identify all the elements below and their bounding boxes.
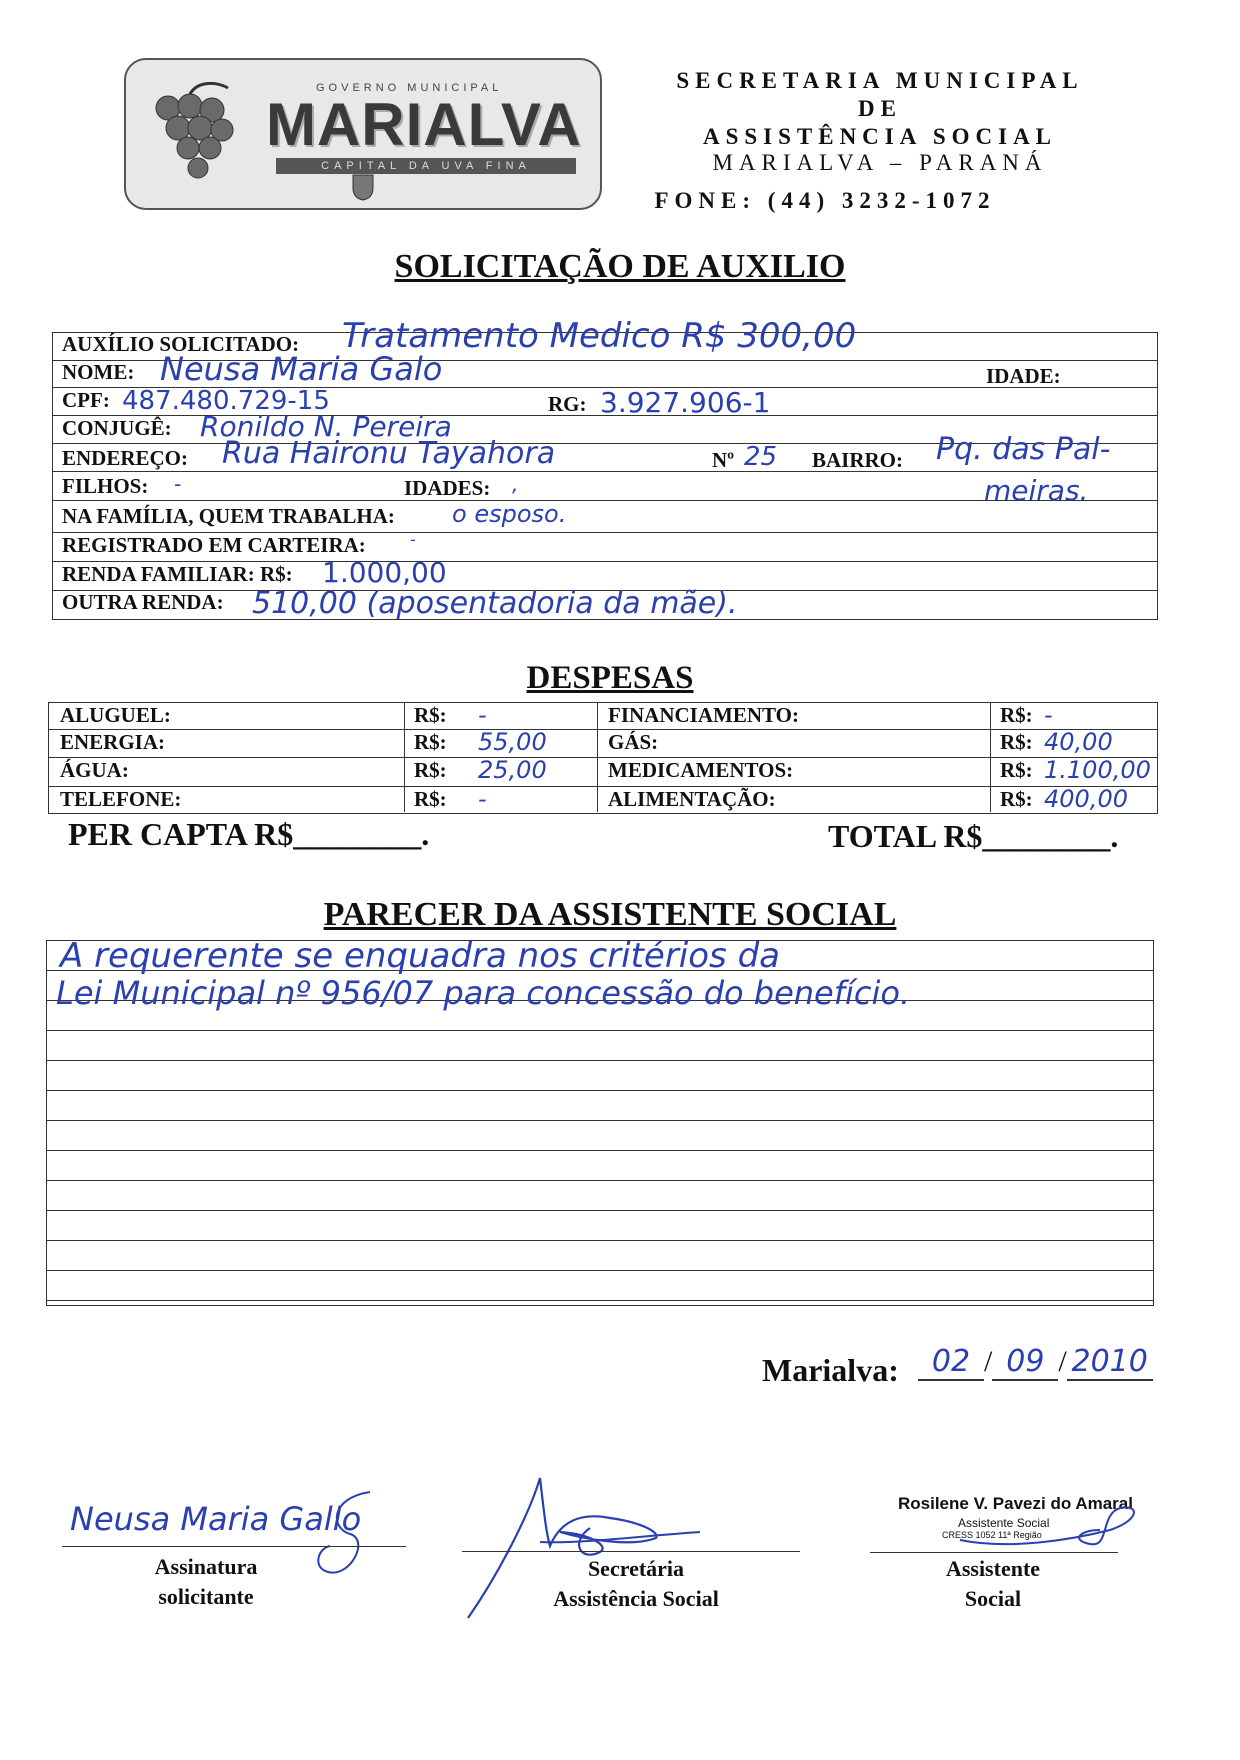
stamp-role: Assistente Social [958,1516,1050,1530]
despesa-value: - [478,785,487,813]
numero-value: 25 [744,442,778,472]
ruled-line [46,1240,1154,1241]
renda-label: RENDA FAMILIAR: R$: [62,562,293,586]
renda-value: 1.000,00 [322,556,447,589]
despesa-label: TELEFONE: [60,787,182,811]
date-month: 09 [992,1344,1058,1381]
despesa-rs-label: R$: [414,758,447,782]
despesa-rs-label: R$: [1000,758,1033,782]
despesa-rs-label: R$: [414,703,447,727]
assistente-caption: Assistente Social [945,1556,1041,1611]
ruled-line [46,1210,1154,1211]
idade-label: IDADE: [986,364,1061,388]
stamp-name: Rosilene V. Pavezi do Amaral [898,1494,1133,1513]
filhos-label: FILHOS: [62,474,149,498]
ruled-line [46,1060,1154,1061]
idades-value: , [512,472,519,496]
despesa-value: 55,00 [478,728,547,756]
rg-label: RG: [548,392,587,416]
despesa-label: ALIMENTAÇÃO: [608,787,776,811]
despesa-label: ÁGUA: [60,758,129,782]
despesa-label: MEDICAMENTOS: [608,758,794,782]
page-title: SOLICITAÇÃO DE AUXILIO [394,248,846,285]
cpf-label: CPF: [62,388,110,412]
despesa-label: ENERGIA: [60,730,166,754]
idades-label: IDADES: [404,476,491,500]
logo-sub-text: CAPITAL DA UVA FINA [276,158,576,174]
despesa-value: - [1044,701,1053,729]
auxilio-value: Tratamento Medico R$ 300,00 [342,316,857,356]
despesa-rs-label: R$: [1000,730,1033,754]
ruled-line [46,1090,1154,1091]
logo-top-text: GOVERNO MUNICIPAL [316,82,503,94]
bairro-label: BAIRRO: [812,448,904,472]
date-label: Marialva: [762,1352,899,1388]
despesas-table [48,702,1158,814]
date-year: 2010 [1067,1344,1153,1381]
ruled-line [46,1270,1154,1271]
secretaria-caption: Secretária Assistência Social [553,1556,719,1611]
bairro-value-1: Pq. das Pal- [936,432,1111,467]
despesa-rs-label: R$: [1000,703,1033,727]
total: TOTAL R$________. [828,818,1119,854]
quem-trabalha-label: NA FAMÍLIA, QUEM TRABALHA: [62,504,395,528]
despesa-rs-label: R$: [1000,787,1033,811]
parecer-title: PARECER DA ASSISTENTE SOCIAL [323,896,897,933]
ruled-line [46,1180,1154,1181]
org-line-1: SECRETARIA MUNICIPAL [676,68,1084,93]
logo [124,58,602,210]
despesa-value: 1.100,00 [1044,756,1151,784]
despesa-value: 400,00 [1044,785,1128,813]
stamp-cress: CRESS 1052 11ª Região [942,1530,1042,1540]
filhos-value: - [174,472,182,496]
quem-trabalha-value: o esposo. [452,500,567,528]
despesa-value: 25,00 [478,756,547,784]
endereco-value: Rua Haironu Tayahora [222,436,556,471]
bairro-value-2: meiras. [984,474,1089,507]
org-line-2: DE [858,96,902,121]
despesa-rs-label: R$: [414,730,447,754]
rg-value: 3.927.906-1 [600,386,771,419]
endereco-label: ENDEREÇO: [62,446,189,470]
ruled-line [46,1150,1154,1151]
date-field: 02 / 09 / 2010 [918,1344,1153,1381]
outra-renda-value: 510,00 (aposentadoria da mãe). [252,586,738,621]
nome-label: NOME: [62,360,135,384]
conjuge-value: Ronildo N. Pereira [200,410,452,443]
despesa-label: FINANCIAMENTO: [608,703,799,727]
date-day: 02 [918,1344,984,1381]
parecer-line-1: A requerente se enquadra nos critérios da [60,936,780,976]
despesa-label: ALUGUEL: [60,703,171,727]
per-capta: PER CAPTA R$________. [68,816,430,852]
despesa-value: - [478,701,487,729]
auxilio-label: AUXÍLIO SOLICITADO: [62,332,300,356]
logo-main-text: MARIALVA [266,91,582,158]
org-line-4: MARIALVA – PARANÁ [712,150,1048,175]
despesa-value: 40,00 [1044,728,1113,756]
grapes-icon [138,78,258,188]
solicitante-caption: Assinatura solicitante [154,1554,258,1609]
nome-value: Neusa Maria Galo [160,350,443,388]
despesa-label: GÁS: [608,730,659,754]
org-line-3: ASSISTÊNCIA SOCIAL [702,124,1058,149]
parecer-line-2: Lei Municipal nº 956/07 para concessão do benefício. [56,974,911,1012]
conjuge-label: CONJUGÊ: [62,416,172,440]
despesa-rs-label: R$: [414,787,447,811]
despesas-title: DESPESAS [526,660,694,696]
ruled-line [46,1300,1154,1301]
org-phone: FONE: (44) 3232-1072 [654,188,996,213]
numero-label: Nº [712,448,735,472]
registrado-value: - [410,530,416,549]
crest-icon [348,172,378,202]
cpf-value: 487.480.729-15 [122,386,330,416]
solicitante-signature: Neusa Maria Gallo [70,1500,362,1538]
ruled-line [46,1120,1154,1121]
ruled-line [46,1030,1154,1031]
outra-renda-label: OUTRA RENDA: [62,590,224,614]
assistente-signature [950,1500,1150,1560]
registrado-label: REGISTRADO EM CARTEIRA: [62,533,366,557]
